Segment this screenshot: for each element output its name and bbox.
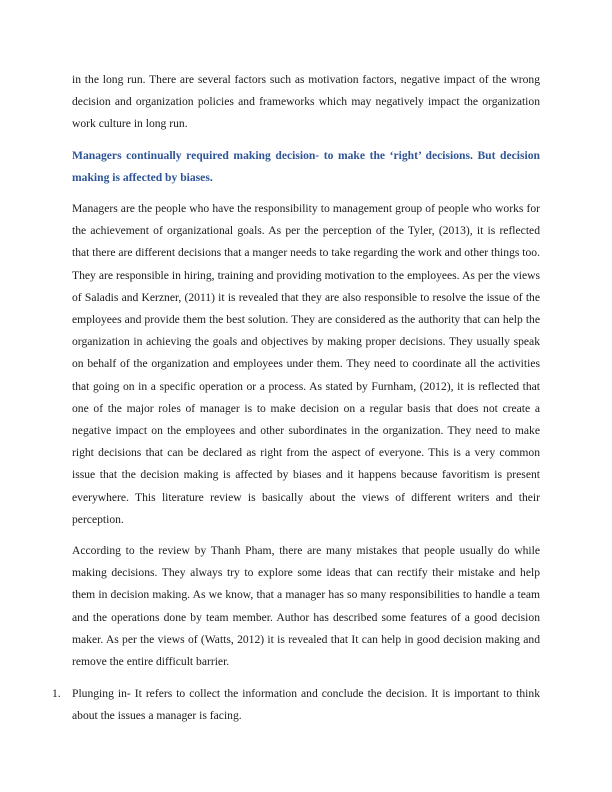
list-item (52, 683, 540, 727)
list-item-text: Plunging in- It refers to collect the information and conclude the decision. It is important to think about the issues a manager is facing. (72, 687, 540, 723)
section-heading: Managers continually required making decision- to make the ‘right’ decisions. But decision making is affected by biases. (72, 148, 540, 184)
paragraph-managers: Managers are the people who have the responsibility to management group of people who works for the achievement of organizational goals. As per the perception of the Tyler, (2013), it is reflected that there are different decisions that a manger needs to take regarding the work and other things too. They are responsible in hiring, training and providing motivation to the employees. As per the views of Saladis and Kerzner, (2011) it is revealed that they are also responsible to resolve the issue of the employees and provide them the best solution. They are considered as the authority that can help the organization in achieving the goals and objectives by making proper decisions. They usually speak on behalf of the organization and employees under them. They need to coordinate all the activities that going on in a specific operation or a process. As stated by Furnham, (2012), it is reflected that one of the major roles of manager is to make decision on a regular basis that does not create a negative impact on the employees and other subordinates in the organization. They need to make right decisions that can be declared as right from the aspect of everyone. This is a very common issue that the decision making is affected by biases and it happens because favoritism is present everywhere. This literature review is basically about the views of different writers and their perception. (72, 202, 540, 526)
paragraph-review: According to the review by Thanh Pham, there are many mistakes that people usually do while making decisions. They always try to explore some ideas that can rectify their mistake and help them in decision making. As we know, that a manager has so many responsibilities to handle a team and the operations done by team member. Author has described some features of a good decision maker. As per the views of (Watts, 2012) it is revealed that It can help in good decision making and remove the entire difficult barrier. (72, 544, 540, 669)
numbered-list (52, 683, 540, 727)
list-item-number: 1. (52, 687, 61, 701)
paragraph-continuation: in the long run. There are several factors such as motivation factors, negative impact of the wrong decision and organization policies and frameworks which may negatively impact the organization work culture in long run. (72, 73, 540, 131)
